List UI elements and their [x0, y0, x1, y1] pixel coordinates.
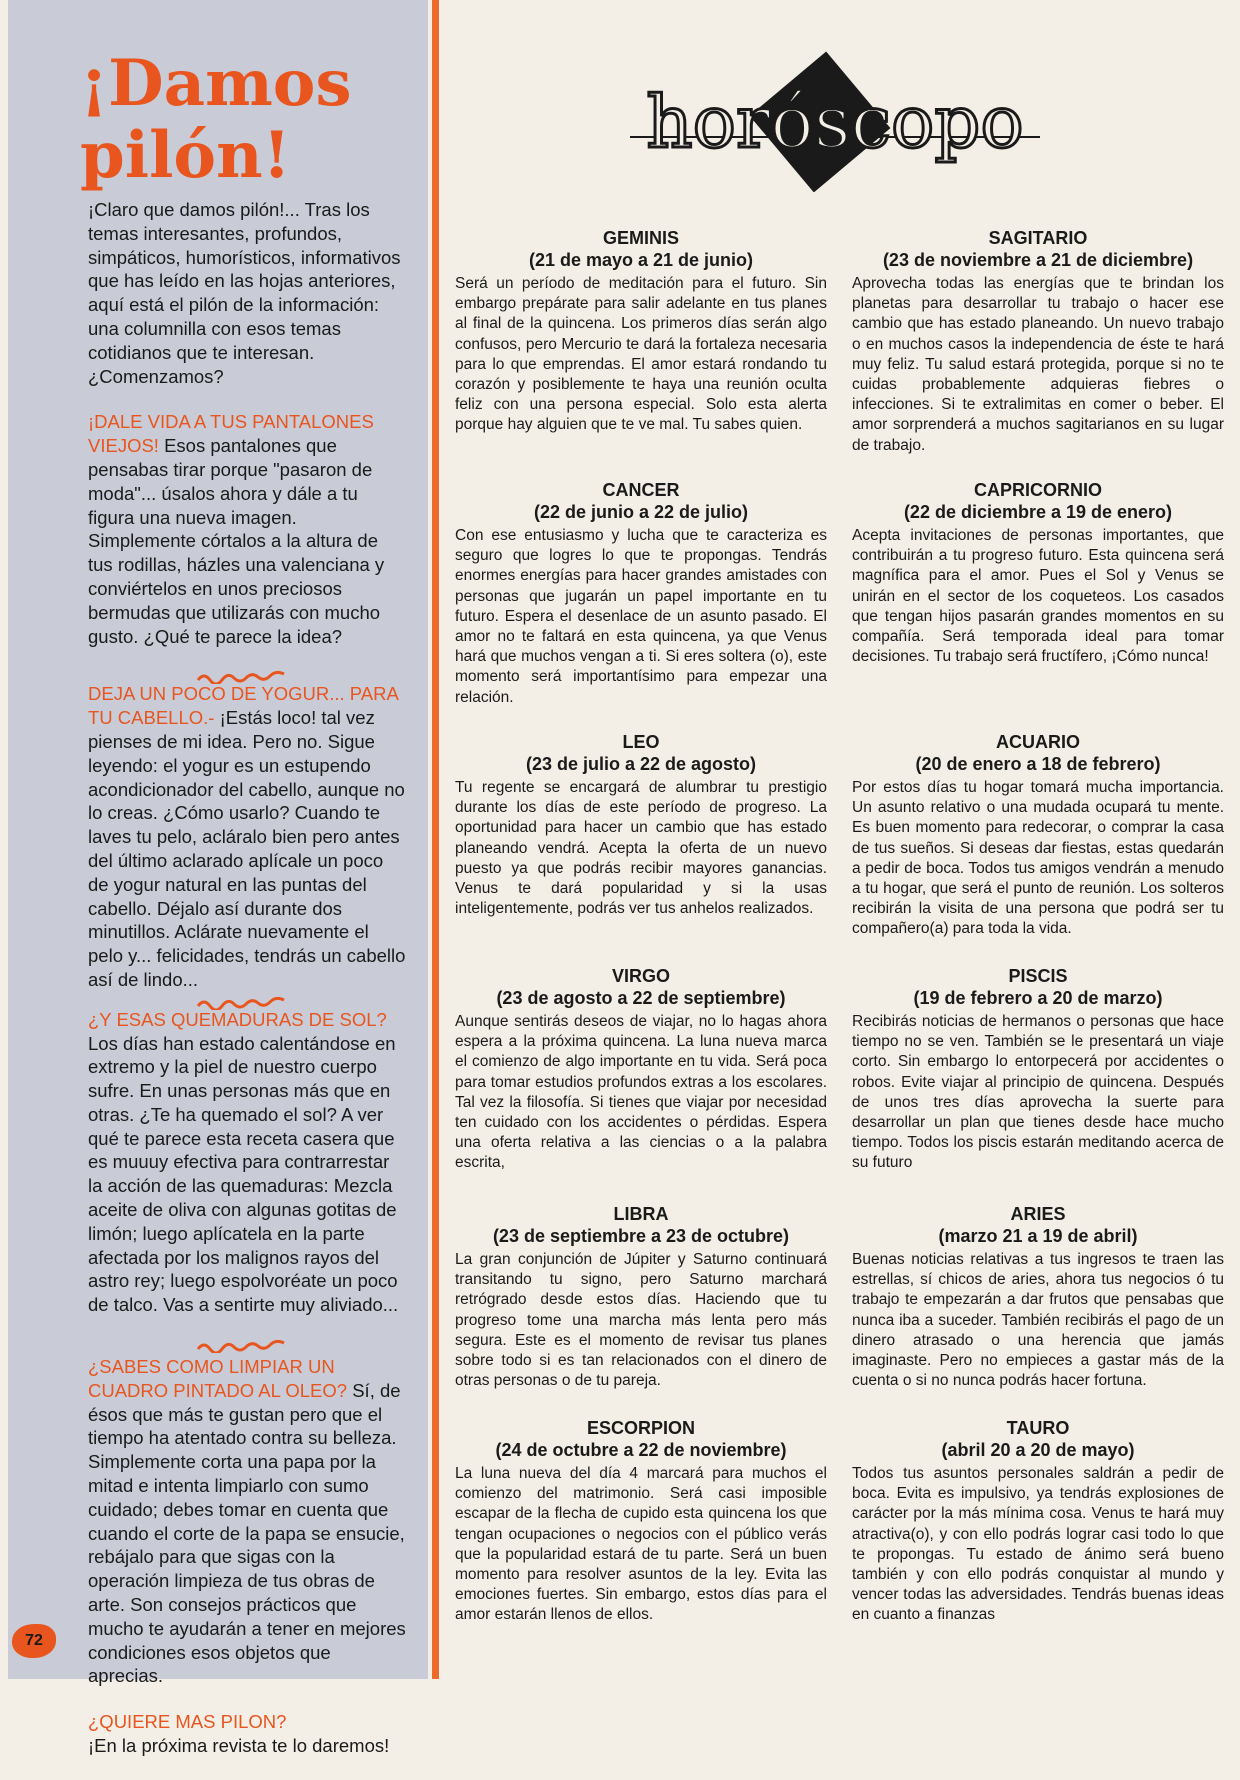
sign-dates: (marzo 21 a 19 de abril) — [938, 1226, 1138, 1246]
sign-text: Aprovecha todas las energías que te brindan los planetas para desarrollar tu trabajo o hacer ese cambio que has estado planeando. Un nuevo trabajo o en muchos casos la independencia de éste te hará muy feliz. Tu salud estará protegida, porque si no te cuidas probablemente adquieras fiebres o infecciones. Si te extralimitas en comer o beber. El amor sorprenderá a muchos sagitarianos en su lugar de trabajo. — [852, 275, 1224, 454]
sign-geminis — [455, 228, 827, 436]
tip-heading: DEJA UN POCO DE YOGUR... PARA TU CABELLO.- — [88, 683, 398, 729]
sign-text: La gran conjunción de Júpiter y Saturno continuará transitando tu signo, pero Saturno marchará retrógrado desde estos días. Haciendo que tu progreso tome una marcha más lenta pero más segura. Este es el momento de revisar tus planes sobre todo si es tan relacionados con el dinero de otras personas o de tu pareja. — [455, 1251, 827, 1390]
tip-yogur — [88, 682, 406, 991]
sign-name: LIBRA — [613, 1204, 669, 1224]
sign-text: Con ese entusiasmo y lucha que te caracteriza es seguro que logres lo que te propongas. Tendrás enormes energías para hacer grandes amistades con personas que jugarán un papel importante en tu futuro. Espera el desenlace de un asunto pasado. El amor no te faltará en esta quincena, ya que Venus hará que muchos vengan a ti. Si eres soltera (o), este momento será importantísimo para empezar una relación. — [455, 527, 827, 706]
sign-dates: (24 de octubre a 22 de noviembre) — [495, 1440, 787, 1460]
squiggle-divider — [196, 1339, 286, 1353]
sidebar-intro: ¡Claro que damos pilón!... Tras los temas interesantes, profundos, simpáticos, humorísticos, informativos que has leído en las hojas anteriores, aquí está el pilón de la información: una columnilla con esos temas cotidianos que te interesan. ¿Comenzamos? — [88, 199, 401, 387]
sign-dates: (22 de diciembre a 19 de enero) — [903, 502, 1173, 522]
tip-pantalones — [88, 410, 406, 648]
outro-heading: ¿QUIERE MAS PILON? — [88, 1711, 287, 1733]
sign-virgo — [455, 966, 827, 1174]
sign-text: Todos tus asuntos personales saldrán a pedir de boca. Evita es impulsivo, ya tendrás explosiones de carácter por la más mínima cosa. Venus te hará muy atractiva(o), y con ello podrás lograr casi todo lo que te propongas. Tu estado de ánimo será bueno también y con ello podrás conquistar al mundo y vencer todas las adversidades. Tendrás buenas ideas en cuanto a finanzas — [852, 1465, 1224, 1624]
sign-tauro — [852, 1418, 1224, 1626]
page-number-badge: 72 — [12, 1624, 56, 1658]
sign-text: Tu regente se encargará de alumbrar tu prestigio durante los días de este período de progreso. La oportunidad para hacer un cambio que has estado planeando vendrá. Acepta la oferta de un nuevo puesto ya que podrás recibir mayores ganancias. Venus te dará popularidad y si la usas inteligentemente, podrás ver tus anhelos realizados. — [455, 779, 827, 918]
sign-text: Será un período de meditación para el futuro. Sin embargo prepárate para salir adelante en tus planes al final de la quincena. Los primeros días serán algo confusos, pero Mercurio te dará la fortaleza necesaria para lo que emprendas. El amor estará rondando tu corazón y posiblemente te haya una reunión oculta feliz con una persona especial. Solo esta alerta porque hay alguien que te ve mal. Tu sabes quien. — [455, 275, 827, 434]
sign-piscis — [852, 966, 1224, 1174]
tip-heading: ¿Y ESAS QUEMADURAS DE SOL? — [88, 1008, 387, 1030]
sign-text: Buenas noticias relativas a tus ingresos te traen las estrellas, sí chicos de aries, ahora tus negocios ó tu trabajo te empezarán a dar frutos que pensabas que nunca iba a suceder. También recibirás el pago de un dinero atrasado o una herencia que jamás imaginaste. Pero no empieces a gastar más de la cuenta o si no nunca podrás hacer fortuna. — [852, 1251, 1224, 1390]
sign-dates: (23 de julio a 22 de agosto) — [525, 754, 757, 774]
sign-dates: (23 de agosto a 22 de septiembre) — [496, 988, 786, 1008]
sign-name: CAPRICORNIO — [973, 480, 1102, 500]
sign-text: Por estos días tu hogar tomará mucha importancia. Un asunto relativo o una mudada ocupará tu mente. Es buen momento para redecorar, o comprar la casa de tus sueños. Si deseas dar fiestas, estas quedarán a pedir de boca. Todos tus amigos vendrán a menudo a tu hogar, que será el punto de reunión. Los solteros recibirán la visita de una persona que podrá ser tu compañero(a) para toda la vida. — [852, 779, 1224, 938]
sidebar-article — [88, 198, 406, 1780]
sidebar-outro — [88, 1710, 406, 1758]
sign-cancer — [455, 480, 827, 708]
sign-name: TAURO — [1006, 1418, 1070, 1438]
sign-escorpion — [455, 1418, 827, 1626]
sidebar-title: ¡Damos pilón! — [80, 46, 352, 193]
sign-name: CANCER — [602, 480, 680, 500]
horoscopo-logo — [620, 42, 1050, 192]
sign-dates: (20 de enero a 18 de febrero) — [915, 754, 1161, 774]
outro-text: ¡En la próxima revista te lo daremos! — [88, 1735, 390, 1757]
sign-text: Recibirás noticias de hermanos o personas que hace tiempo no se ven. También se le presentará un viaje corto. Sin embargo lo entorpecerá por accidentes o robos. Evite viajar al principio de quincena. Después de unos tres días aprovecha la suerte para desarrollar un plan que tienes desde hace mucho tiempo. Todos los piscis estarán meditando acerca de su futuro — [852, 1013, 1224, 1172]
sign-dates: (19 de febrero a 20 de marzo) — [913, 988, 1163, 1008]
sign-name: ARIES — [1010, 1204, 1066, 1224]
tip-text: Sí, de ésos que más te gustan pero que el tiempo ha atentado contra su belleza. Simplemente corta una papa por la mitad e intenta limpiarlo con sumo cuidado; debes tomar en cuenta que cuando el corte de la papa se ensucie, rebájalo para que sigas con la operación limpieza de tus obras de arte. Son consejos prácticos que mucho te ayudarán a tener en mejores condiciones esos objetos que aprecias. — [88, 1379, 406, 1687]
tip-text: Esos pantalones que pensabas tirar porque "pasaron de moda"... úsalos ahora y dále a tu figura una nueva imagen. Simplemente córtalos a la altura de tus rodillas, házles una valenciana y conviértelos en unos preciosos bermudas que utilizarás con mucho gusto. ¿Qué te parece la idea? — [88, 435, 385, 647]
sign-leo — [455, 732, 827, 919]
tip-text: Los días han estado calentándose en extremo y la piel de nuestro cuerpo sufre. En unas personas más que en otras. ¿Te ha quemado el sol? A ver qué te parece esta receta casera que es muuuy efectiva para contrarrestar la acción de las quemaduras: Mezcla aceite de oliva con algunas gotitas de limón; luego aplícatela en la parte afectada por los malignos rayos del astro rey; luego espolvoréate un poco de talco. Vas a sentirte muy aliviado... — [88, 1032, 399, 1316]
tip-heading: ¿SABES COMO LIMPIAR UN CUADRO PINTADO AL OLEO? — [88, 1356, 348, 1401]
sign-dates: (21 de mayo a 21 de junio) — [528, 250, 754, 270]
sign-capricornio — [852, 480, 1224, 667]
sign-name: PISCIS — [1008, 966, 1068, 986]
sign-dates: (22 de junio a 22 de julio) — [533, 502, 749, 522]
tip-quemaduras — [88, 1008, 406, 1317]
sign-text: Aunque sentirás deseos de viajar, no lo hagas ahora espera a la próxima quincena. La luna nueva marca el comienzo de algo importante en tu vida. Será poca para tomar estudios profundos extras a los escolares. Tal vez la filosofía. Si tienes que viajar por necesidad ten cuidado con los accidentes o pérdidas. Espera una oferta relativa a las ciencias o a la palabra escrita, — [455, 1013, 827, 1172]
sign-aries — [852, 1204, 1224, 1391]
orange-divider-rule — [432, 0, 439, 1679]
sign-dates: (23 de noviembre a 21 de diciembre) — [882, 250, 1194, 270]
sign-libra — [455, 1204, 827, 1391]
sign-name: VIRGO — [611, 966, 670, 986]
sign-sagitario — [852, 228, 1224, 456]
sign-name: ESCORPION — [586, 1418, 696, 1438]
logo-text: horóscopo — [646, 80, 1024, 164]
sign-acuario — [852, 732, 1224, 940]
sign-text: Acepta invitaciones de personas importantes, que contribuirán a tu progreso futuro. Esta quincena será magnífica para el amor. Pues el Sol y Venus se unirán en el sector de los coqueteos. Los casados que tengan hijos pasarán grandes momentos en su compañía. Será temporada ideal para tomar decisiones. Tu trabajo será fructífero, ¡Cómo nunca! — [852, 527, 1224, 666]
bottom-rule-mark — [432, 1672, 439, 1679]
sign-name: LEO — [622, 732, 660, 752]
sign-dates: (abril 20 a 20 de mayo) — [941, 1440, 1135, 1460]
tip-text: ¡Estás loco! tal vez pienses de mi idea. Pero no. Sigue leyendo: el yogur es un estupendo acondicionador del cabello, aunque no lo creas. ¿Cómo usarlo? Cuando te laves tu pelo, acláralo bien pero antes del último aclarado aplícale un poco de yogur natural en las puntas del cabello. Déjalo así durante dos minutillos. Aclárate nuevamente el pelo y... felicidades, tendrás un cabello así de lindo... — [88, 707, 406, 990]
tip-oleo — [88, 1355, 406, 1688]
sign-dates: (23 de septiembre a 23 de octubre) — [492, 1226, 790, 1246]
sign-name: ACUARIO — [996, 732, 1080, 752]
tip-heading: ¡DALE VIDA A TUS PANTALONES VIEJOS! — [88, 411, 374, 457]
sign-name: GEMINIS — [602, 228, 679, 248]
sign-text: La luna nueva del día 4 marcará para muchos el comienzo del matrimonio. Será casi imposible escapar de la flecha de cupido esta quincena los que tengan ocupaciones o negocios con el público verás que la popularidad estará de tu parte. Será un buen momento para resolver asuntos de la ley. Evita las emociones fuertes. Sin embargo, estos días para el amor estarán llenos de ellos. — [455, 1465, 827, 1624]
sign-name: SAGITARIO — [988, 228, 1088, 248]
